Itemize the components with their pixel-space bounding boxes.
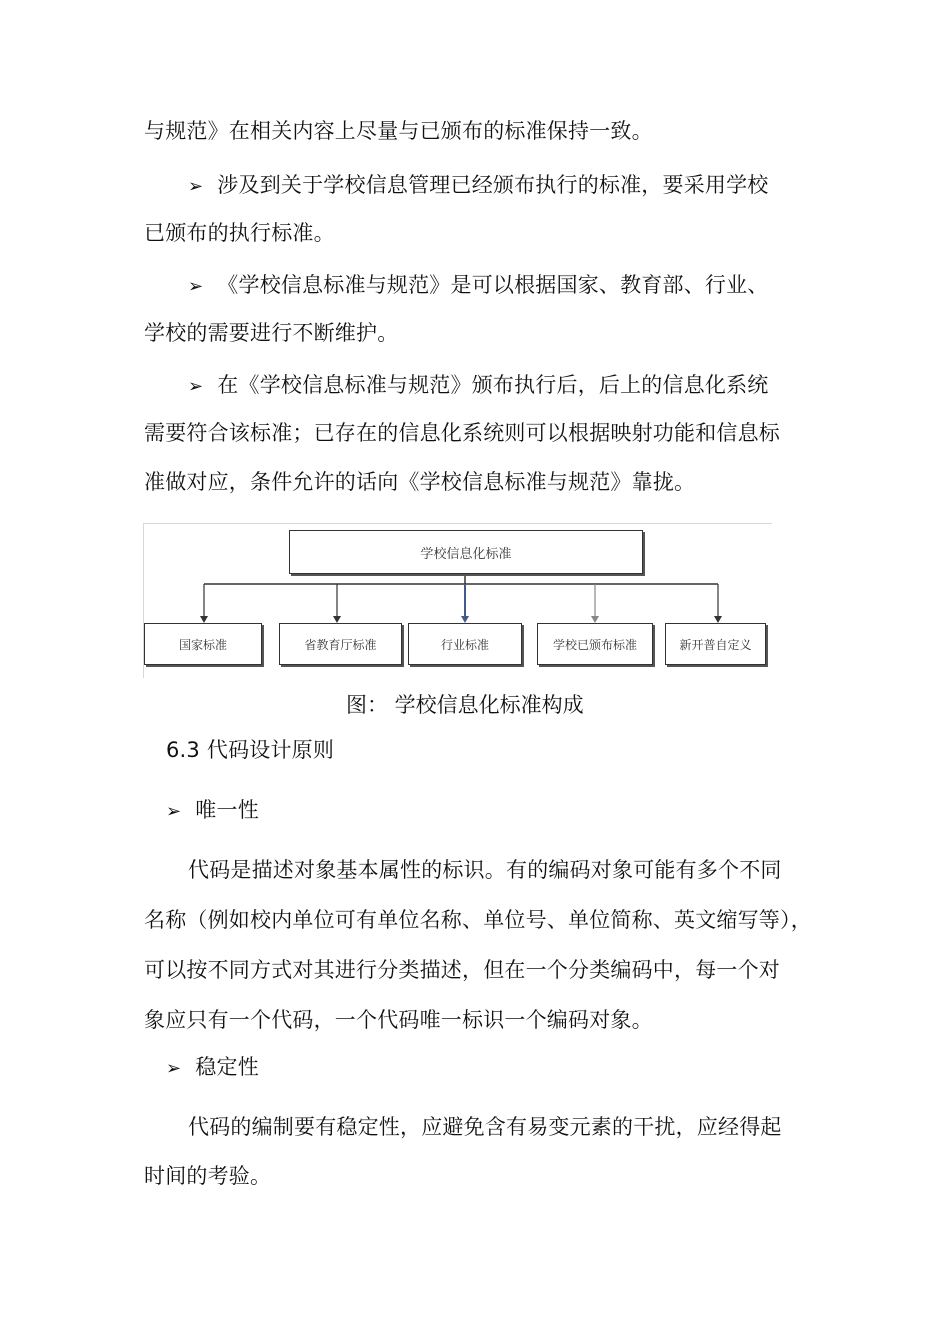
bullet-text: 涉及到关于学校信息管理已经颁布执行的标准，要采用学校 (217, 173, 769, 197)
bullet-item (188, 371, 769, 401)
arrow-bullet-icon: ➢ (188, 276, 204, 297)
diagram-root-box: 学校信息化标准 (289, 530, 643, 574)
principle-title-text: 唯一性 (195, 798, 259, 822)
bullet-item (188, 171, 769, 201)
arrow-bullet-icon: ➢ (166, 1058, 182, 1079)
paragraph-line: 已颁布的执行标准。 (144, 221, 335, 245)
diagram-child-box: 学校已颁布标准 (537, 623, 653, 665)
arrow-bullet-icon: ➢ (188, 176, 204, 197)
paragraph-line: 学校的需要进行不断维护。 (144, 321, 399, 345)
principle-title (166, 1053, 259, 1083)
paragraph-line: 需要符合该标准；已存在的信息化系统则可以根据映射功能和信息标 (144, 421, 780, 445)
paragraph-line: 象应只有一个代码，一个代码唯一标识一个编码对象。 (144, 1008, 653, 1032)
arrow-bullet-icon: ➢ (166, 801, 182, 822)
paragraph-line: 代码是描述对象基本属性的标识。有的编码对象可能有多个不同 (188, 858, 782, 882)
standards-diagram (143, 523, 772, 678)
figure-caption: 图： 学校信息化标准构成 (346, 693, 584, 717)
section-heading: 6.3 代码设计原则 (166, 738, 335, 762)
diagram-child-box: 新开普自定义 (665, 623, 766, 665)
paragraph-line: 名称（例如校内单位可有单位名称、单位号、单位简称、英文缩写等）， (144, 908, 812, 932)
principle-title-text: 稳定性 (195, 1055, 259, 1079)
paragraph-line: 时间的考验。 (144, 1164, 272, 1188)
arrow-bullet-icon: ➢ (188, 376, 204, 397)
paragraph-line: 可以按不同方式对其进行分类描述，但在一个分类编码中，每一个对 (144, 958, 780, 982)
paragraph-line: 准做对应，条件允许的话向《学校信息标准与规范》靠拢。 (144, 470, 696, 494)
paragraph-line: 代码的编制要有稳定性，应避免含有易变元素的干扰，应经得起 (188, 1115, 782, 1139)
diagram-child-box: 行业标准 (408, 623, 522, 665)
bullet-text: 在《学校信息标准与规范》颁布执行后，后上的信息化系统 (217, 373, 769, 397)
diagram-child-box: 省教育厅标准 (279, 623, 402, 665)
diagram-child-box: 国家标准 (144, 623, 262, 665)
bullet-text: 《学校信息标准与规范》是可以根据国家、教育部、行业、 (217, 273, 769, 297)
bullet-item (188, 271, 769, 301)
paragraph-line: 与规范》在相关内容上尽量与已颁布的标准保持一致。 (144, 119, 653, 143)
principle-title (166, 796, 259, 826)
